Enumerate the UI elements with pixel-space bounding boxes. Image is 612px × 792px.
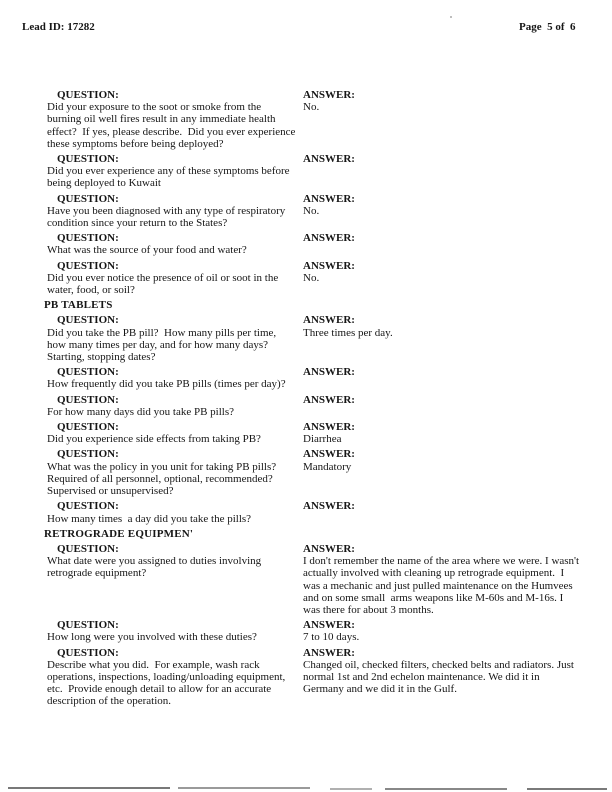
answer-label: ANSWER: — [303, 542, 355, 555]
qa-row — [47, 232, 581, 256]
answer-text: No. — [303, 101, 320, 114]
question-label: QUESTION: — [57, 192, 119, 205]
scan-artifact-line — [527, 788, 607, 790]
answer-label: ANSWER: — [303, 153, 355, 166]
question-text: Did your exposure to the soot or smoke from the burning oil well fires result in any immediate health effect? If yes, please describe. Did you ever experience these symptoms before being deployed? — [47, 101, 299, 150]
question-label: QUESTION: — [57, 259, 119, 272]
answer-label: ANSWER: — [303, 500, 355, 513]
qa-row — [47, 448, 581, 497]
answer-label: ANSWER: — [303, 314, 355, 327]
section-heading-retrograde-equipment: RETROGRADE EQUIPMEN' — [44, 527, 194, 540]
question-label: QUESTION: — [57, 366, 119, 379]
question-text: Did you ever experience any of these symptoms before being deployed to Kuwait — [47, 165, 293, 190]
answer-label: ANSWER: — [303, 366, 355, 379]
qa-row — [47, 366, 581, 390]
qa-row — [47, 153, 581, 190]
qa-row — [47, 193, 581, 230]
answer-text: Three times per day. — [303, 326, 393, 339]
scan-artifact-line — [8, 787, 170, 789]
answer-text: No. — [303, 204, 320, 217]
answer-label: ANSWER: — [303, 646, 355, 659]
qa-row — [47, 543, 581, 616]
question-label: QUESTION: — [57, 232, 119, 245]
answer-text: I don't remember the name of the area where we were. I wasn't actually involved with cleaning up retrograde equipment. I was a mechanic and just pulled maintenance on the Humvees and on some small arms weapons like M-60s and M-16s. I was there for about 3 months. — [303, 555, 582, 616]
question-label: QUESTION: — [57, 393, 119, 406]
scan-artifact-line — [330, 788, 372, 790]
qa-row — [47, 421, 581, 445]
question-label: QUESTION: — [57, 500, 119, 513]
answer-label: ANSWER: — [303, 259, 355, 272]
answer-label: ANSWER: — [303, 619, 355, 632]
question-label: QUESTION: — [57, 619, 119, 632]
answer-text: Mandatory — [303, 460, 352, 473]
answer-label: ANSWER: — [303, 393, 355, 406]
qa-row — [47, 500, 581, 524]
scan-artifact-line — [178, 787, 310, 789]
question-label: QUESTION: — [57, 153, 119, 166]
question-label: QUESTION: — [57, 314, 119, 327]
question-text: What date were you assigned to duties involving retrograde equipment? — [47, 555, 264, 580]
question-text: What was the source of your food and water? — [47, 244, 247, 257]
question-label: QUESTION: — [57, 542, 119, 555]
question-label: QUESTION: — [57, 89, 119, 101]
question-label: QUESTION: — [57, 646, 119, 659]
answer-label: ANSWER: — [303, 192, 355, 205]
answer-label: ANSWER: — [303, 232, 355, 245]
page-number: Page 5 of 6 — [519, 21, 576, 33]
answer-label: ANSWER: — [303, 89, 355, 101]
qa-content — [44, 89, 582, 711]
answer-label: ANSWER: — [303, 448, 355, 461]
question-text: Did you ever notice the presence of oil or soot in the water, food, or soil? — [47, 271, 281, 297]
answer-text: Changed oil, checked filters, checked belts and radiators. Just normal 1st and 2nd echelon maintenance. We did it in Germany and we did it in the Gulf. — [303, 658, 577, 696]
answer-label: ANSWER: — [303, 421, 355, 434]
qa-row — [47, 619, 581, 643]
qa-row — [47, 394, 581, 418]
answer-text: 7 to 10 days. — [303, 631, 360, 644]
question-label: QUESTION: — [57, 421, 119, 434]
question-label: QUESTION: — [57, 448, 119, 461]
question-text: Describe what you did. For example, wash rack operations, inspections, loading/unloading equipment, etc. Provide enough detail to allow for an accurate description of the operation. — [47, 658, 289, 708]
question-text: Did you take the PB pill? How many pills per time, how many times per day, and for how many days? Starting, stopping dates? — [47, 326, 279, 364]
scan-artifact-line — [385, 788, 507, 790]
question-text: How many times a day did you take the pills? — [47, 512, 252, 525]
qa-row — [47, 314, 581, 363]
answer-text: Diarrhea — [303, 433, 342, 446]
scan-speck — [450, 16, 452, 18]
question-text: How long were you involved with these duties? — [47, 631, 257, 644]
question-text: What was the policy in you unit for taking PB pills? Required of all personnel, optional, recommended? Supervised or unsupervised? — [47, 460, 279, 498]
qa-row — [47, 89, 581, 150]
section-heading-pb-tablets: PB TABLETS — [44, 299, 113, 312]
qa-row — [47, 647, 581, 708]
qa-row — [47, 260, 581, 297]
question-text: Have you been diagnosed with any type of respiratory condition since your return to the States? — [47, 204, 289, 230]
question-text: For how many days did you take PB pills? — [47, 405, 234, 418]
question-text: How frequently did you take PB pills (times per day)? — [47, 378, 286, 391]
lead-id: Lead ID: 17282 — [22, 21, 95, 33]
question-text: Did you experience side effects from taking PB? — [47, 433, 261, 446]
answer-text: No. — [303, 271, 320, 284]
